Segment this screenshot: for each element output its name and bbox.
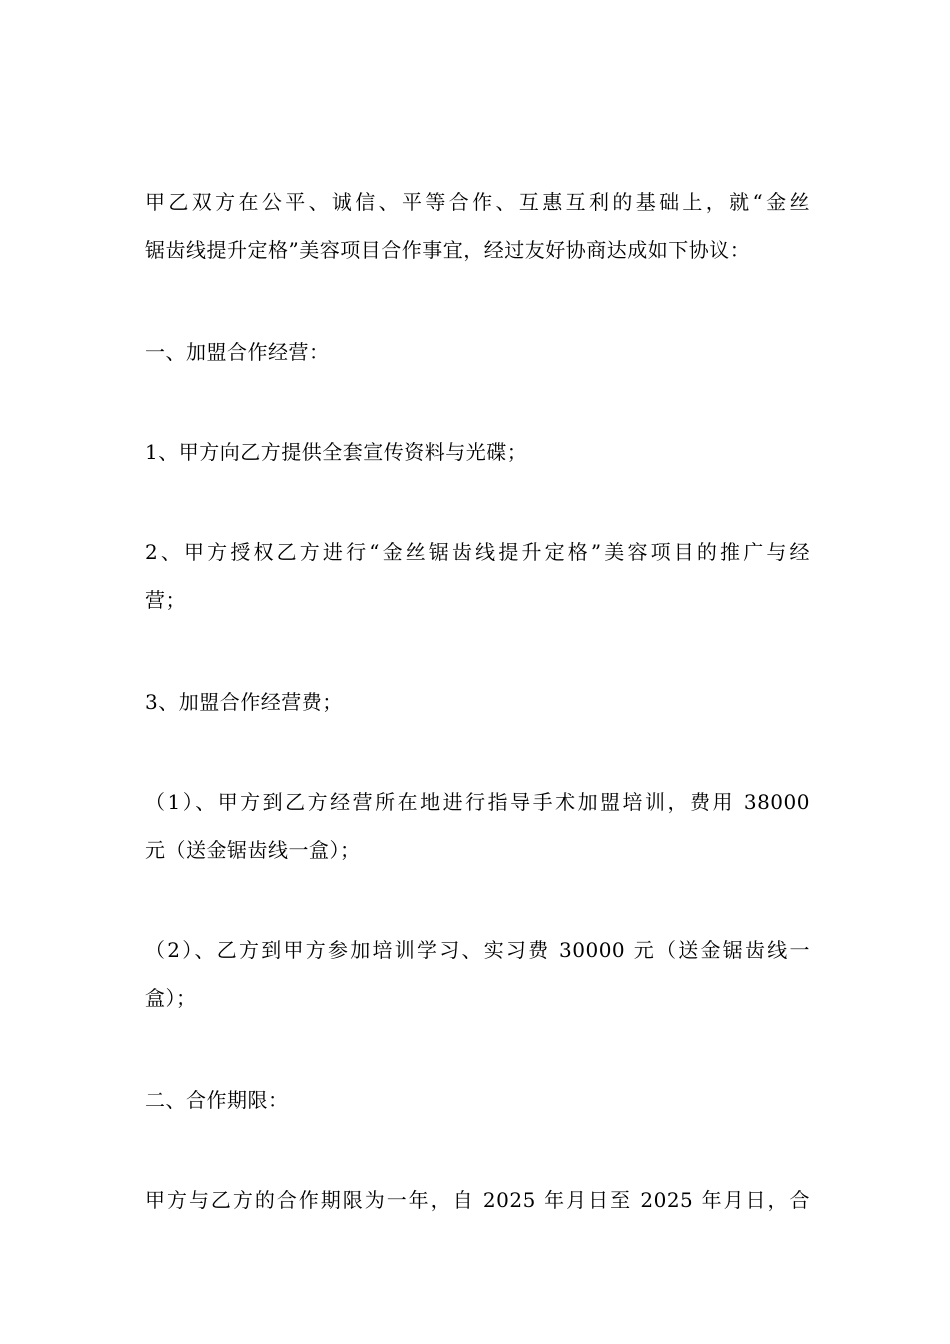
- item-3-2-paragraph: [145, 926, 810, 1022]
- item-3-paragraph: [145, 678, 810, 726]
- heading-text: 二、合作期限：: [145, 1088, 289, 1112]
- text-line: 锯齿线提升定格”美容项目合作事宜，经过友好协商达成如下协议：: [145, 238, 751, 262]
- section-1-heading: [145, 328, 810, 376]
- item-2-paragraph: [145, 528, 810, 624]
- text-line: （2）、乙方到甲方参加培训学习、实习费 30000 元（送金锯齿线一: [145, 938, 810, 962]
- text-line: 3、加盟合作经营费；: [145, 690, 343, 714]
- intro-paragraph: [145, 178, 810, 274]
- item-1-paragraph: [145, 428, 810, 476]
- text-line: 元（送金锯齿线一盒）；: [145, 838, 361, 862]
- text-line: 甲乙双方在公平、诚信、平等合作、互惠互利的基础上，就“金丝: [145, 190, 810, 214]
- section-2-heading: [145, 1076, 810, 1124]
- text-line: 盒）；: [145, 986, 197, 1010]
- text-line: 1、甲方向乙方提供全套宣传资料与光碟；: [145, 440, 528, 464]
- text-line: （1）、甲方到乙方经营所在地进行指导手术加盟培训，费用 38000: [145, 790, 810, 814]
- item-3-1-paragraph: [145, 778, 810, 874]
- text-line: 2、甲方授权乙方进行“金丝锯齿线提升定格”美容项目的推广与经: [145, 540, 810, 564]
- text-line: 营；: [145, 588, 186, 612]
- heading-text: 一、加盟合作经营：: [145, 340, 330, 364]
- text-line: 甲方与乙方的合作期限为一年，自 2025 年月日至 2025 年月日，合: [145, 1188, 810, 1212]
- term-paragraph: [145, 1176, 810, 1224]
